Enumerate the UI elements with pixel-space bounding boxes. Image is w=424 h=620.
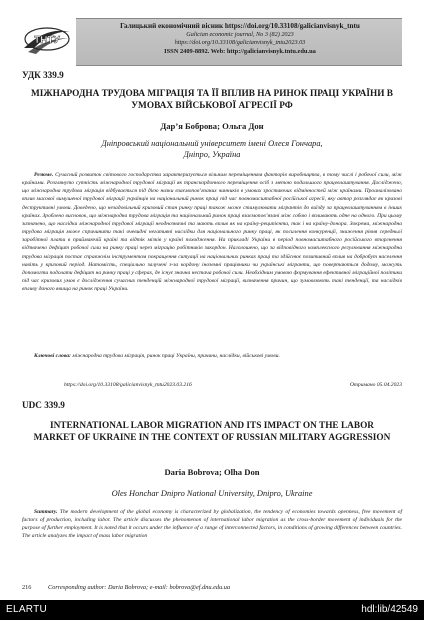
- authors-ua: Дар’я Боброва; Ольга Дон: [160, 121, 264, 131]
- issn-web: ISSN 2409-8892. Web: http://galicianvisnyk.tntu.edu.ua: [164, 47, 316, 55]
- issue-doi-link[interactable]: https://doi.org/10.33108/galicianvisnyk_tntu2023.03: [174, 39, 306, 47]
- keywords-ua: [22, 352, 402, 360]
- journal-title-en: Galician economic journal, No 3 (82) 2023: [186, 30, 294, 38]
- abstract-ua-text: Сучасний розвиток світового господарства характеризується вільним переміщенням факторів виробництва, в тому числі і робочої сили, між країнами. Розглянуто сутність міжнародної трудової міграції як транскордонного переміщення осіб з метою подальшого працевлаштування. Досліджено, що міжнародна трудова міграція відбувається під дією низки взаємопов’язаних чинників в умовах зростаючих відмінностей між країнами. Проаналізовано вплив масової вимушеної трудової міграції українців на національний ринок праці під час повномасштабної російської агресії, яку автор розглядає як кризові деструктивні умови. Доведено, що незадовільний кризовий стан ринку праці також може стимулювати мігрантів до виїзду за працевлаштуванням в інших країнах. Зроблено висновок, що міжнародна трудова міграція та національний ринок праці взаємопов’язані між собою і впливають одне на одного. При цьому зазначено, що наслідки міжнародної трудової міграції неоднозначні та мають вплив як на країну-реципієнта, так і на країну-донора. Зокрема, міжнародна трудова міграція може спричинити такі очевидні негативні наслідки для національного ринку праці, як посилення конкуренції, зниження рівня середньої заробітної плати в приймаючій країні та відтік мізків у країні походження. На прикладі України в період повномасштабного російського вторгнення відзначено дефіцит робочої сили на ринку праці через міграцію робітників закордон. Наголошено, що за відповідного комплексного регулювання міжнародна трудова міграція постає справжнім інструментом покращення ситуації на національних ринках праці та здійснює позитивний вплив на добробут населення навіть у кризовий період. Натомість, спеціально залучені з-за кордону іноземні працівники чи українські мігранти, що повертаються додому, можуть допомогти подолати дефіцит на ринку праці у сферах, де існує значна нестача робочої сили. Необхідним умовою формування ефективної міграційної політики під час кризових умов є дослідження сучасних тенденцій міжнародної трудової міграції, визначення причин, що зумовлюють такі тенденції, та наслідків впливу даного явища на ринок праці України.: [22, 172, 402, 293]
- article-doi-link[interactable]: https://doi.org/10.33108/galicianvisnyk_tntu2023.03.216: [64, 382, 192, 388]
- journal-title-ua: Галицький економічний вісник https://doi.org/10.33108/galicianvisnyk_tntu: [120, 22, 360, 30]
- affiliation-en: Oles Honchar Dnipro National University, Dnipro, Ukraine: [111, 489, 313, 498]
- article-title-en: INTERNATIONAL LABOR MIGRATION AND ITS IMPACT ON THE LABOR MARKET OF UKRAINE IN THE CONTEXT OF RUSSIAN MILITARY AGGRESSION: [33, 421, 391, 443]
- affiliation-ua-line1: Дніпровський національний університет імені Олеся Гончара,: [101, 139, 323, 148]
- handle-id[interactable]: hdl:lib/42549: [361, 604, 418, 615]
- logo-text: ТНТУ: [34, 35, 60, 46]
- repository-name: ELARTU: [6, 604, 48, 615]
- authors-en: Daria Bobrova; Olha Don: [164, 467, 260, 477]
- journal-header: [22, 18, 402, 64]
- affiliation-ua: [22, 139, 402, 160]
- summary-en-text: The modern development of the global economy is characterized by globalization, the tendency of economies towards openness, free movement of factors of production, including labor. The article discusses the phenomenon of international labor migration as the cross-border movement of individuals for the purpose of further employment. It is noted that it occurs under the influence of a range of interconnected factors, in conditions of growing differences between countries. The article analyzes the impact of mass labor migration: [22, 509, 403, 540]
- affiliation-ua-line2: Дніпро, Україна: [183, 149, 241, 159]
- corresponding-author: Corresponding author: Daria Bobrova; e-mail: bobrova@ef.dnu.edu.ua: [48, 584, 231, 591]
- page-footer: [22, 584, 402, 594]
- keywords-ua-label: Ключові слова:: [34, 353, 71, 359]
- abstract-ua: [22, 171, 402, 293]
- article-title-ua: МІЖНАРОДНА ТРУДОВА МІГРАЦІЯ ТА ЇЇ ВПЛИВ НА РИНОК ПРАЦІ УКРАЇНИ В УМОВАХ ВІЙСЬКОВОЇ АГРЕСІЇ РФ: [31, 89, 393, 111]
- keywords-ua-text: міжнародна трудова міграція, ринок праці України, причини, наслідки, військові умови.: [72, 353, 280, 359]
- abstract-ua-label: Резюме.: [34, 172, 54, 178]
- university-logo: [22, 22, 72, 56]
- udc-code: UDC 339.9: [22, 400, 65, 410]
- repository-bar: [0, 600, 424, 620]
- received-date: Отримано 05.04.2023: [349, 382, 402, 388]
- page-number: 216: [22, 584, 32, 591]
- summary-en-label: Summary.: [34, 509, 58, 515]
- udk-code: УДК 339.9: [22, 70, 64, 80]
- summary-en: [22, 508, 402, 540]
